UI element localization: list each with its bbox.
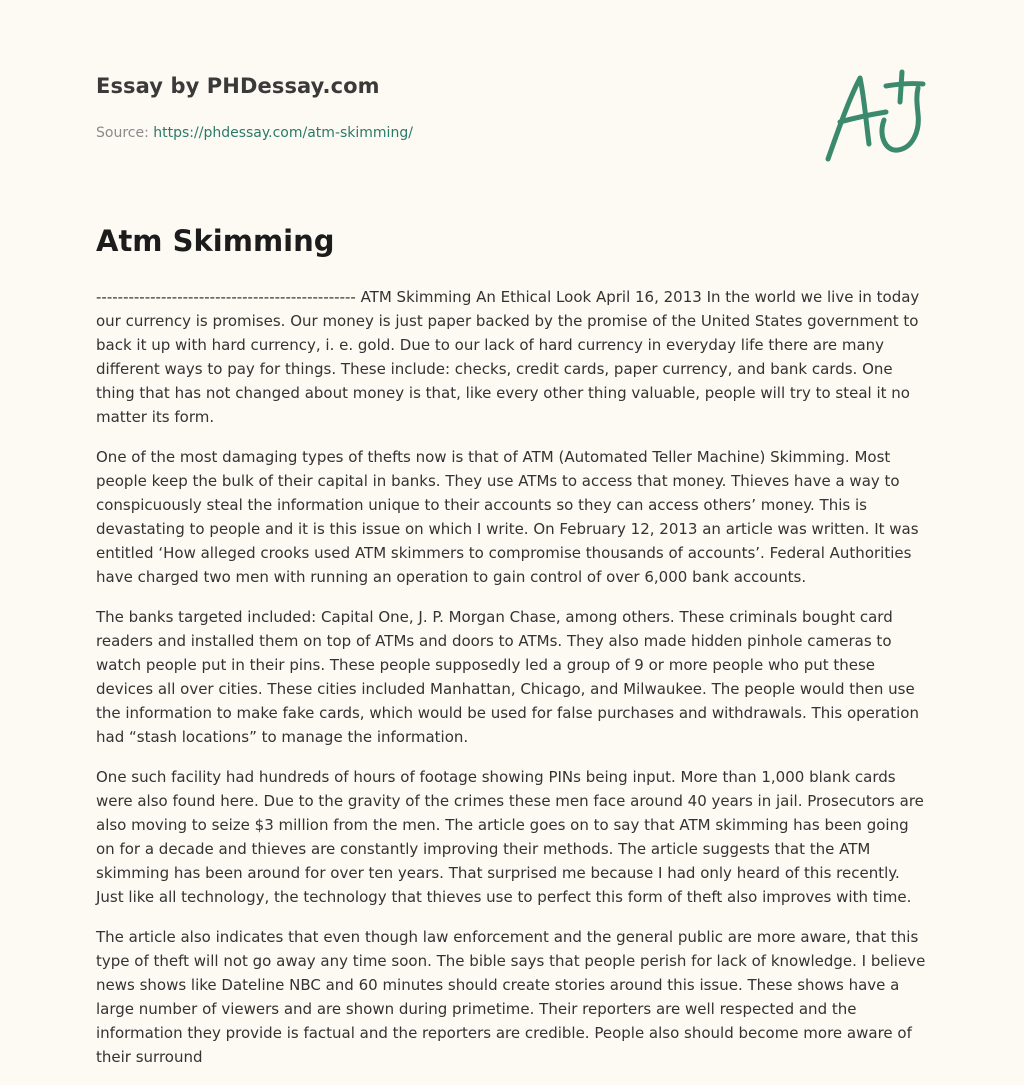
paragraph: One of the most damaging types of thefts now is that of ATM (Automated Teller Machine) Skimming. Most people keep the bulk of their capital in banks. They use ATMs to access that money. Thieves have a way to conspicuously steal the information unique to their accounts so they can access others’ money. This is devastating to people and it is this issue on which I write. On February 12, 2013 an article was written. It was entitled ‘How alleged crooks used ATM skimmers to compromise thousands of accounts’. Federal Authorities have charged two men with running an operation to gain control of over 6,000 bank accounts. — [96, 448, 919, 586]
paragraph: The banks targeted included: Capital One, J. P. Morgan Chase, among others. These criminals bought card readers and installed them on top of ATMs and doors to ATMs. They also made hidden pinhole cameras to watch people put in their pins. These people supposedly led a group of 9 or more people who put these devices all over cities. These cities included Manhattan, Chicago, and Milwaukee. The people would then use the information to make fake cards, which would be used for false purchases and withdrawals. This operation had “stash locations” to manage the information. — [96, 608, 919, 746]
source-line — [96, 125, 413, 141]
paragraph: One such facility had hundreds of hours of footage showing PINs being input. More than 1,000 blank cards were also found here. Due to the gravity of the crimes these men face around 40 years in jail. Prosecutors are also moving to seize $3 million from the men. The article goes on to say that ATM skimming has been going on for a decade and thieves are constantly improving their methods. The article suggests that the ATM skimming has been around for over ten years. That surprised me because I had only heard of this recently. Just like all technology, the technology that thieves use to perfect this form of theft also improves with time. — [96, 768, 924, 906]
paragraph: The article also indicates that even though law enforcement and the general public are more aware, that this type of theft will not go away any time soon. The bible says that people perish for lack of knowledge. I believe news shows like Dateline NBC and 60 minutes should create stories around this issue. These shows have a large number of viewers and are shown during primetime. Their reporters are well respected and the information they provide is factual and the reporters are credible. People also should become more aware of their surround — [96, 928, 926, 1066]
site-brand: Essay by PHDessay.com — [96, 74, 380, 98]
source-link[interactable]: https://phdessay.com/atm-skimming/ — [153, 125, 413, 141]
paragraph: ------------------------------------------------ ATM Skimming An Ethical Look April 16, 2013 In the world we live in today our currency is promises. Our money is just paper backed by the promise of the United States government to back it up with hard currency, i. e. gold. Due to our lack of hard currency in everyday life there are many different ways to pay for things. These include: checks, credit cards, paper currency, and bank cards. One thing that has not changed about money is that, like every other thing valuable, people will try to steal it no matter its form. — [96, 288, 920, 426]
source-label: Source: — [96, 125, 149, 141]
essay-body — [96, 285, 932, 1085]
essay-title: Atm Skimming — [96, 224, 335, 258]
a-plus-logo-icon — [820, 66, 930, 166]
